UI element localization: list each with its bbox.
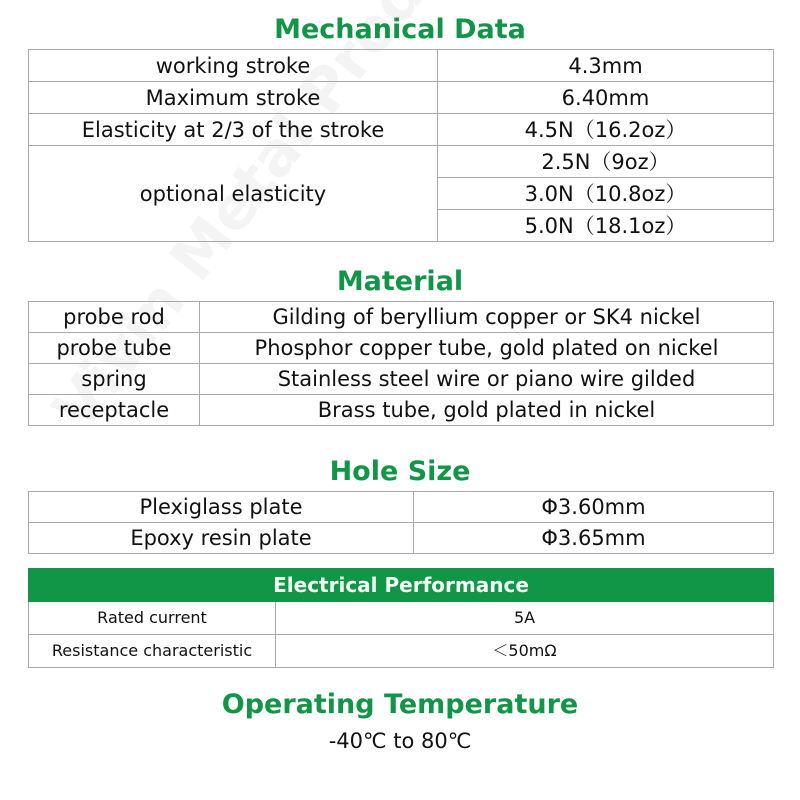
spec-label: probe tube — [29, 333, 200, 364]
spec-value: Stainless steel wire or piano wire gilded — [200, 364, 774, 395]
table-row — [29, 364, 774, 395]
material-title: Material — [336, 266, 464, 297]
mechanical-data-title: Mechanical Data — [274, 14, 526, 45]
spec-value: 6.40mm — [438, 82, 774, 114]
table-row — [29, 114, 774, 146]
table-row — [29, 50, 774, 82]
table-row — [29, 635, 774, 668]
table-row — [29, 523, 774, 554]
table-row — [29, 82, 774, 114]
spec-value: ＜50mΩ — [276, 635, 774, 668]
electrical-performance-title: Electrical Performance — [29, 569, 774, 602]
spec-value: Φ3.60mm — [414, 492, 774, 523]
table-row — [29, 302, 774, 333]
spec-label: spring — [29, 364, 200, 395]
table-row — [29, 492, 774, 523]
hole-size-table — [28, 491, 774, 554]
table-row — [29, 333, 774, 364]
table-header-row — [29, 569, 774, 602]
material-table — [28, 301, 774, 426]
spec-value: Φ3.65mm — [414, 523, 774, 554]
spec-label: probe rod — [29, 302, 200, 333]
table-row — [29, 146, 774, 178]
spec-value: Gilding of beryllium copper or SK4 nickel — [200, 302, 774, 333]
spec-label: working stroke — [29, 50, 438, 82]
spec-label: Maximum stroke — [29, 82, 438, 114]
spec-label: receptacle — [29, 395, 200, 426]
spec-label: Rated current — [29, 602, 276, 635]
electrical-performance-table — [28, 568, 774, 668]
hole-size-title: Hole Size — [329, 456, 471, 487]
spec-value: 4.3mm — [438, 50, 774, 82]
spec-label: Epoxy resin plate — [29, 523, 414, 554]
mechanical-data-table — [28, 49, 774, 242]
spec-value: 2.5N（9oz） — [438, 146, 774, 178]
spec-label: optional elasticity — [29, 146, 438, 242]
spec-value: 3.0N（10.8oz） — [438, 178, 774, 210]
table-row — [29, 602, 774, 635]
table-row — [29, 395, 774, 426]
spec-value: 4.5N（16.2oz） — [438, 114, 774, 146]
spec-label: Resistance characteristic — [29, 635, 276, 668]
spec-value: Phosphor copper tube, gold plated on nickel — [200, 333, 774, 364]
operating-temperature-value: -40℃ to 80℃ — [328, 729, 472, 753]
spec-value: 5A — [276, 602, 774, 635]
spec-value: 5.0N（18.1oz） — [438, 210, 774, 242]
spec-label: Plexiglass plate — [29, 492, 414, 523]
spec-label: Elasticity at 2/3 of the stroke — [29, 114, 438, 146]
spec-value: Brass tube, gold plated in nickel — [200, 395, 774, 426]
operating-temperature-title: Operating Temperature — [221, 689, 579, 720]
